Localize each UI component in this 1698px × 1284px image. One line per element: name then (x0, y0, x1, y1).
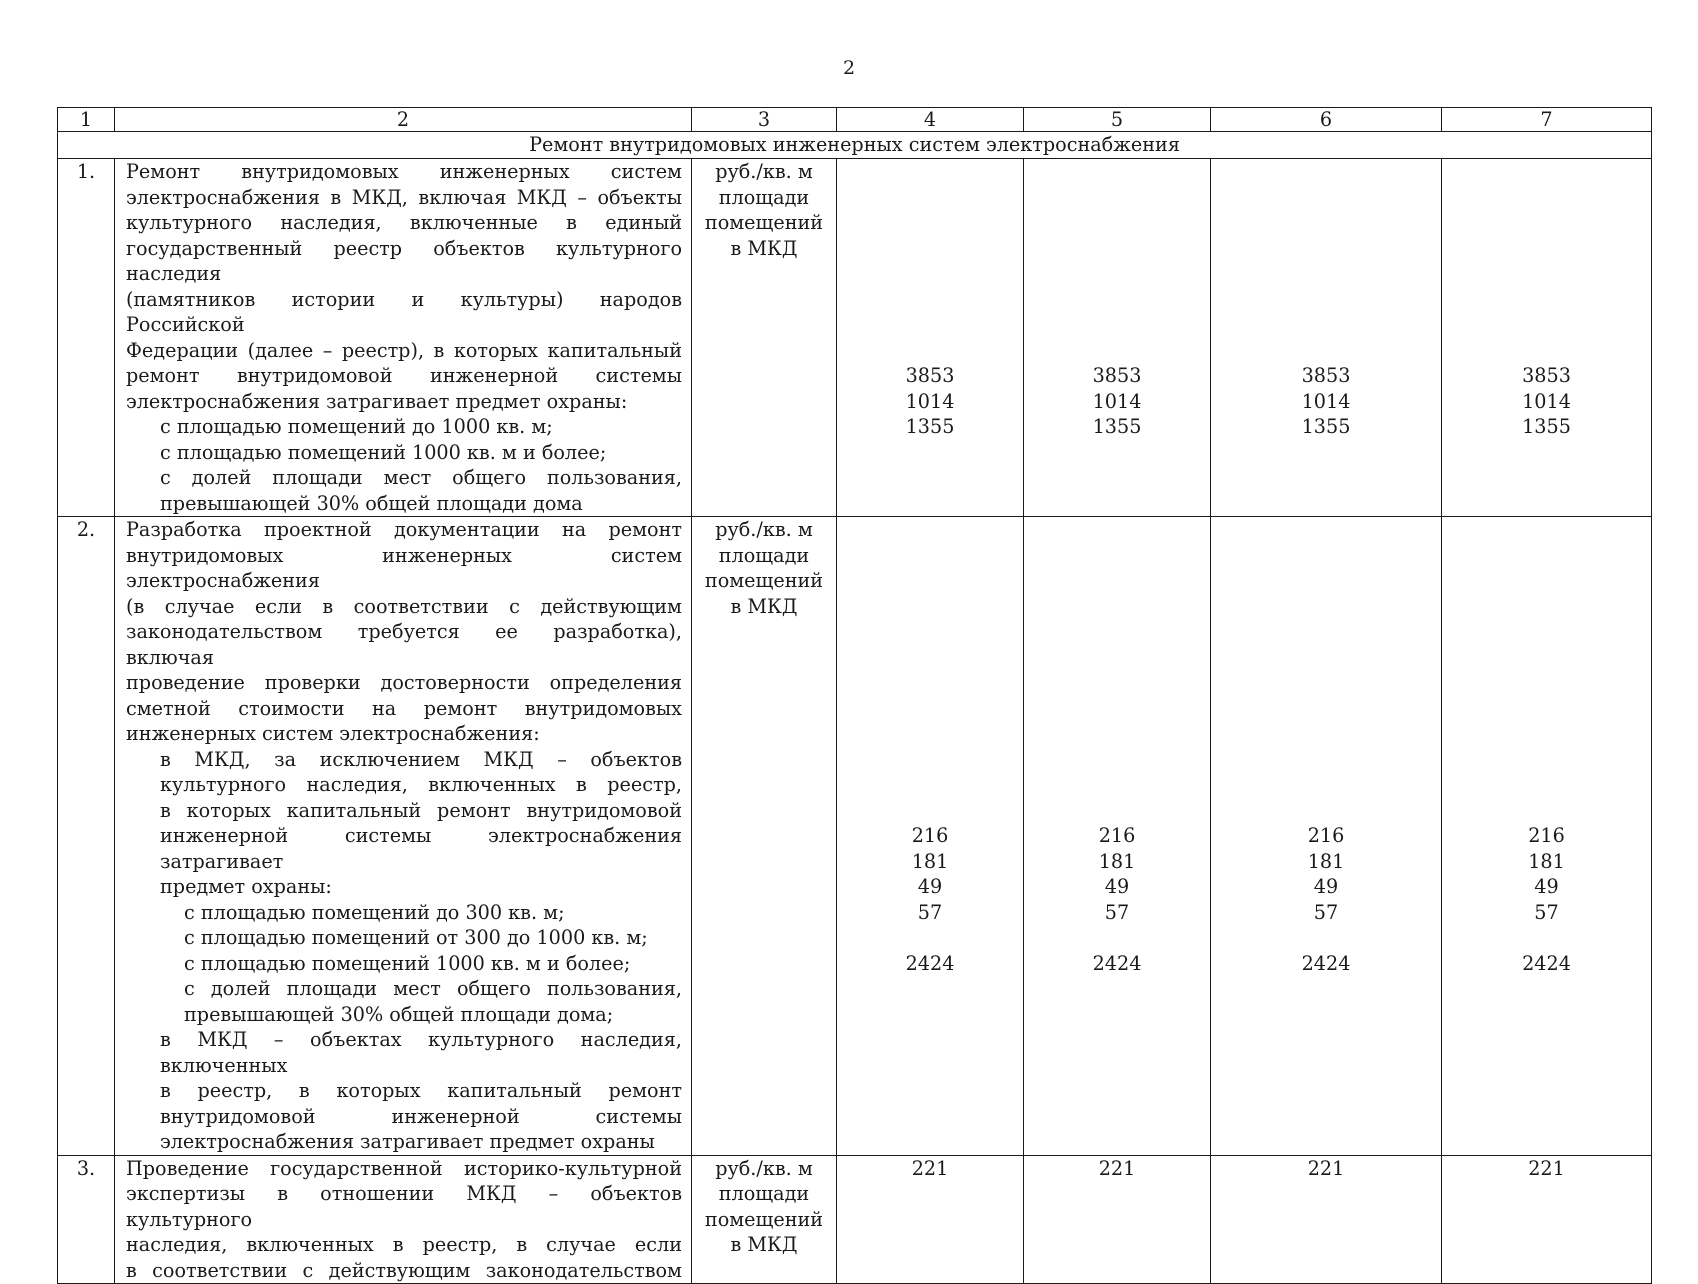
desc-line: в соответствии с действующим законодательством (126, 1258, 682, 1282)
section-header-row (58, 132, 1652, 159)
value-cell-col5 (1024, 1155, 1211, 1284)
desc-line: в МКД – объектах культурного наследия, включенных (160, 1028, 682, 1077)
unit-line: помещений (704, 569, 824, 592)
desc-line: предмет охраны: (160, 875, 332, 898)
desc-line: электроснабжения затрагивает предмет охраны (160, 1130, 655, 1153)
value-cell-col5 (1024, 159, 1211, 517)
value: 221 (1098, 1156, 1136, 1180)
desc-line: культурного наследия, включенных в реестр, (160, 773, 682, 796)
unit-line: руб./кв. м (715, 160, 813, 183)
desc-line: экспертизы в отношении МКД – объектов культурного (126, 1182, 682, 1231)
value-cell-col6 (1211, 1155, 1442, 1284)
desc-line: электроснабжения в МКД, включая МКД – объекты (126, 185, 682, 209)
value: 1014 (1522, 389, 1571, 413)
value-cell-col4 (837, 1155, 1024, 1284)
unit-line: в МКД (730, 236, 798, 260)
desc-line: культурного наследия, включенные в единый (126, 211, 682, 234)
header-cell: 5 (1024, 108, 1211, 132)
desc-line: с долей площади мест общего пользования, (160, 466, 682, 489)
value: 1355 (1301, 415, 1351, 438)
desc-line: проведение проверки достоверности определения (126, 671, 682, 694)
unit-line: площади (718, 543, 810, 567)
row-number: 1. (58, 159, 115, 517)
desc-line: Проведение государственной историко-культурной (126, 1156, 682, 1180)
unit-line: в МКД (730, 594, 798, 618)
value-cell-col6 (1211, 159, 1442, 517)
value: 57 (1313, 900, 1339, 924)
header-cell: 4 (837, 108, 1024, 132)
value: 181 (1098, 849, 1136, 873)
value-cell-col7 (1442, 1155, 1652, 1284)
desc-line: сметной стоимости на ремонт внутридомовых (126, 696, 682, 720)
unit-cell (692, 1155, 837, 1284)
desc-line: внутридомовой инженерной системы (160, 1104, 682, 1128)
value-cell-col7 (1442, 159, 1652, 517)
value: 3853 (1301, 364, 1351, 387)
desc-line: (в случае если в соответствии с действующим (126, 594, 682, 618)
desc-line: инженерных систем электроснабжения: (126, 722, 540, 745)
value: 181 (911, 849, 949, 873)
value: 49 (1534, 875, 1559, 898)
value: 1355 (905, 415, 955, 438)
desc-line: ремонт внутридомовой инженерной системы (126, 364, 682, 387)
value: 221 (1307, 1156, 1345, 1180)
value: 2424 (905, 951, 955, 975)
value: 49 (1313, 875, 1339, 898)
value: 57 (917, 900, 943, 924)
desc-line: (памятников истории и культуры) народов Российской (126, 287, 682, 336)
column-number-header (58, 108, 1652, 132)
value: 221 (1528, 1156, 1565, 1180)
header-cell: 2 (115, 108, 692, 132)
unit-line: руб./кв. м (715, 518, 813, 541)
value-cell-col4 (837, 517, 1024, 1156)
unit-line: руб./кв. м (715, 1156, 813, 1180)
desc-line: с площадью помещений до 300 кв. м; (184, 900, 565, 924)
value: 49 (917, 875, 943, 898)
row-description (115, 1155, 692, 1284)
value: 216 (1528, 824, 1565, 847)
value-cell-col5 (1024, 517, 1211, 1156)
value: 57 (1104, 900, 1130, 924)
table-row (58, 1155, 1652, 1284)
desc-line: с площадью помещений от 300 до 1000 кв. м; (184, 926, 648, 949)
value: 57 (1534, 900, 1559, 924)
unit-line: помещений (704, 1207, 824, 1231)
section-title: Ремонт внутридомовых инженерных систем электроснабжения (58, 132, 1652, 159)
value: 221 (911, 1156, 949, 1180)
unit-line: площади (718, 185, 810, 209)
header-cell: 7 (1442, 108, 1652, 132)
header-cell: 3 (692, 108, 837, 132)
desc-line: инженерной системы электроснабжения затрагивает (160, 824, 682, 873)
unit-cell (692, 159, 837, 517)
desc-line: Разработка проектной документации на ремонт (126, 518, 682, 541)
unit-line: в МКД (730, 1233, 798, 1256)
desc-line: Федерации (далее – реестр), в которых капитальный (126, 338, 682, 362)
row-number: 2. (58, 517, 115, 1156)
desc-line: законодательством требуется ее разработка), включая (126, 620, 682, 669)
value: 216 (1098, 824, 1136, 847)
desc-line: превышающей 30% общей площади дома; (184, 1002, 614, 1026)
header-cell: 6 (1211, 108, 1442, 132)
table-row (58, 159, 1652, 517)
desc-line: с площадью помещений 1000 кв. м и более; (184, 951, 631, 975)
value: 2424 (1092, 951, 1142, 975)
desc-line: в которых капитальный ремонт внутридомовой (160, 798, 682, 822)
value: 1355 (1522, 415, 1571, 438)
value: 3853 (1092, 364, 1142, 387)
value: 216 (911, 824, 949, 847)
desc-line: с долей площади мест общего пользования, (184, 977, 682, 1000)
value-cell-col7 (1442, 517, 1652, 1156)
unit-line: помещений (704, 211, 824, 234)
desc-line: внутридомовых инженерных систем электроснабжения (126, 543, 682, 592)
desc-line: электроснабжения затрагивает предмет охраны: (126, 389, 628, 413)
unit-cell (692, 517, 837, 1156)
value: 1355 (1092, 415, 1142, 438)
desc-line: государственный реестр объектов культурного наследия (126, 236, 682, 285)
value: 3853 (1522, 364, 1571, 387)
desc-line: превышающей 30% общей площади дома (160, 491, 583, 515)
value: 1014 (1092, 389, 1142, 413)
value: 2424 (1301, 951, 1351, 975)
unit-line: площади (718, 1182, 810, 1205)
header-cell: 1 (58, 108, 115, 132)
rates-table (57, 107, 1652, 1284)
value-cell-col6 (1211, 517, 1442, 1156)
value: 181 (1307, 849, 1345, 873)
desc-line: наследия, включенных в реестр, в случае если (126, 1233, 682, 1256)
row-description (115, 517, 692, 1156)
value: 49 (1104, 875, 1130, 898)
value: 1014 (1301, 389, 1351, 413)
row-description (115, 159, 692, 517)
value: 1014 (905, 389, 955, 413)
page-number: 2 (842, 57, 856, 79)
value: 216 (1307, 824, 1345, 847)
value: 181 (1528, 849, 1565, 873)
value-cell-col4 (837, 159, 1024, 517)
desc-line: с площадью помещений до 1000 кв. м; (160, 415, 553, 438)
desc-line: в реестр, в которых капитальный ремонт (160, 1079, 682, 1102)
table-row (58, 517, 1652, 1156)
desc-line: с площадью помещений 1000 кв. м и более; (160, 440, 607, 464)
desc-line: Ремонт внутридомовых инженерных систем (126, 160, 682, 183)
value: 2424 (1522, 951, 1571, 975)
value: 3853 (905, 364, 955, 387)
desc-line: в МКД, за исключением МКД – объектов (160, 747, 682, 771)
row-number: 3. (58, 1155, 115, 1284)
